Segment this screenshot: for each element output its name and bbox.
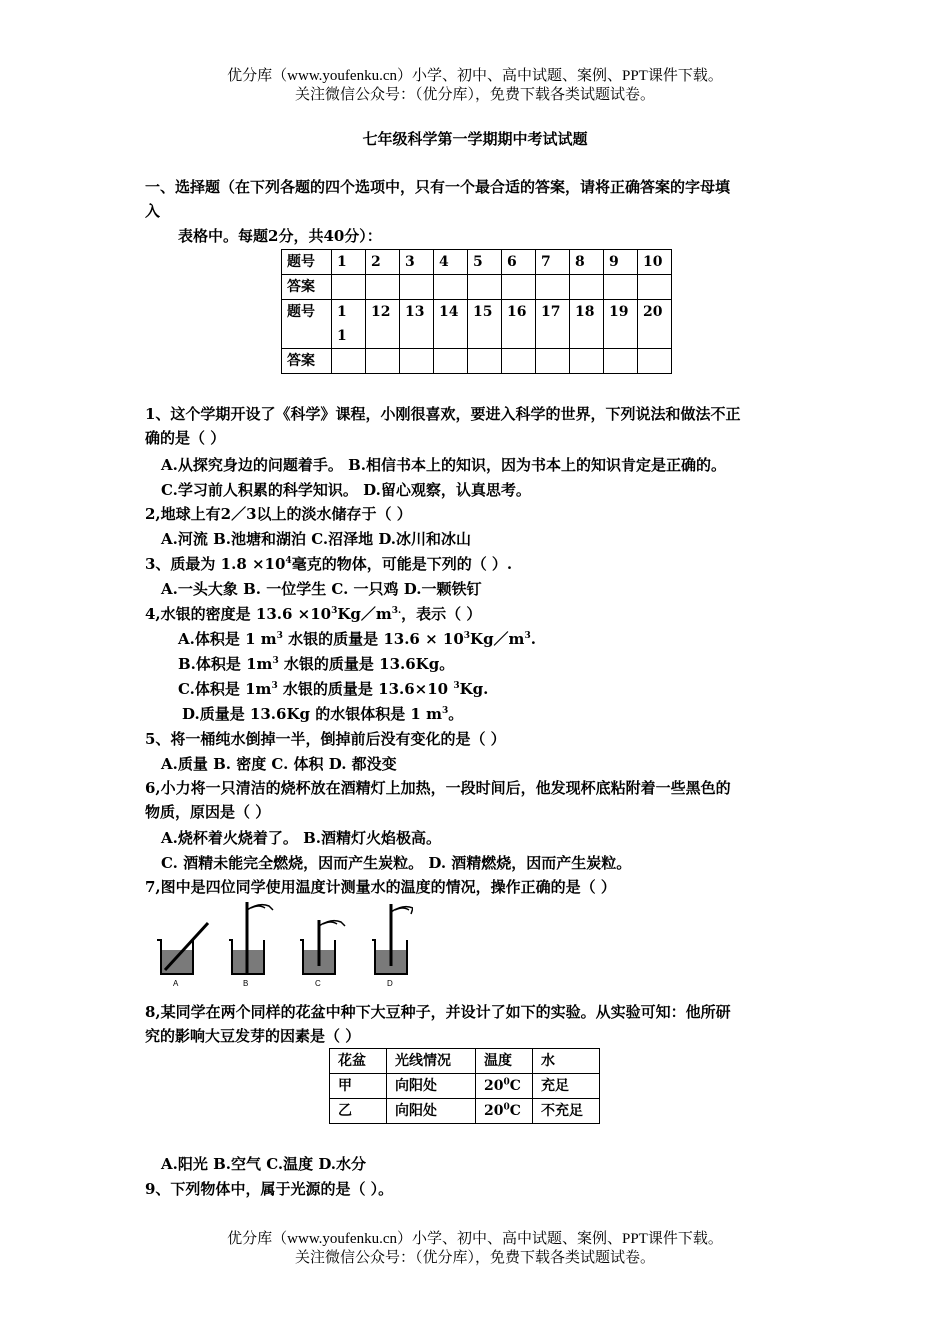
figure-label-b: B [243,979,249,988]
answer-table [281,249,672,374]
table-cell: 10 [638,250,672,275]
answer-cell[interactable] [638,349,672,374]
page-title: 七年级科学第一学期期中考试试题 [362,130,588,148]
answer-cell[interactable] [570,349,604,374]
question-1-cont: 确的是（ ） [145,429,226,447]
table-cell: 乙 [330,1099,387,1124]
question-6-options-2: C. 酒精未能完全燃烧，因而产生炭粒。 D. 酒精燃烧，因而产生炭粒。 [161,854,632,872]
table-cell: 20 [638,300,672,349]
question-1-options-1: A.从探究身边的问题着手。 B.相信书本上的知识，因为书本上的知识肯定是正确的。 [161,456,726,474]
question-5-options: A.质量 B. 密度 C. 体积 D. 都没变 [161,755,397,773]
table-header: 温度 [476,1049,533,1074]
question-7: 7,图中是四位同学使用温度计测量水的温度的情况，操作正确的是（ ） [145,878,616,896]
cell-digit: 1 [337,304,347,320]
answer-cell[interactable] [434,275,468,300]
answer-cell[interactable] [638,275,672,300]
table-cell: 4 [434,250,468,275]
question-4-option-a: A.体积是 1 $m^3$ 水银的质量是 $13.6 \times 10^3Kg/m^3$. [178,630,536,648]
row-label-question: 题号 [282,300,332,349]
page-footer-line2: 关注微信公众号：（优分库），免费下载各类试题试卷。 [294,1250,655,1266]
hand-c-icon [319,921,345,926]
answer-cell[interactable] [604,349,638,374]
figure-label-c: C [315,979,321,988]
cell-digit: 1 [337,328,347,344]
table-row [282,275,672,300]
table-row [282,300,672,349]
table-header: 水 [533,1049,600,1074]
table-header: 光线情况 [387,1049,476,1074]
table-cell: 8 [570,250,604,275]
answer-cell[interactable] [502,349,536,374]
table-row [330,1074,600,1099]
table-cell: 不充足 [533,1099,600,1124]
table-row [282,349,672,374]
question-6: 6,小力将一只清洁的烧杯放在酒精灯上加热，一段时间后，他发现杯底粘附着一些黑色的 [145,779,731,797]
answer-cell[interactable] [468,349,502,374]
experiment-table [329,1048,600,1124]
beaker-d [372,904,413,974]
question-1: 1、这个学期开设了《科学》课程，小刚很喜欢，要进入科学的世界，下列说法和做法不正 [145,405,741,423]
table-cell: 15 [468,300,502,349]
page-header-line1: 优分库（www.youfenku.cn）小学、初中、高中试题、案例、PPT课件下载。 [227,68,723,84]
question-8-cont: 究的影响大豆发芽的因素是（ ） [145,1027,361,1045]
table-cell: 2 [366,250,400,275]
beaker-a [157,923,208,974]
page-header-line2: 关注微信公众号：（优分库），免费下载各类试题试卷。 [294,87,655,103]
table-cell: $20^0C$ [476,1099,533,1124]
table-cell: 1 [332,250,366,275]
table-cell: 甲 [330,1074,387,1099]
row-label-question: 题号 [282,250,332,275]
answer-cell[interactable] [536,349,570,374]
section-intro-2: 表格中。每题2分，共40分）： [178,227,382,245]
hand-d-icon [391,907,413,914]
answer-cell[interactable] [332,349,366,374]
question-5: 5、将一桶纯水倒掉一半，倒掉前后没有变化的是（ ） [145,730,506,748]
section-intro: 一、选择题（在下列各题的四个选项中，只有一个最合适的答案，请将正确答案的字母填 [145,178,731,196]
table-cell: 16 [502,300,536,349]
question-4-option-b: B.体积是 $1m^3$ 水银的质量是 13.6Kg。 [178,655,455,673]
table-cell: 19 [604,300,638,349]
beaker-c [300,920,345,974]
figure-label-a: A [173,979,179,988]
table-cell: 充足 [533,1074,600,1099]
answer-cell[interactable] [570,275,604,300]
answer-cell[interactable] [604,275,638,300]
answer-cell[interactable] [400,275,434,300]
answer-cell[interactable] [468,275,502,300]
row-label-answer: 答案 [282,275,332,300]
answer-cell[interactable] [400,349,434,374]
table-cell: 17 [536,300,570,349]
question-4: 4,水银的密度是 $13.6 \times 10^3Kg/m^{3.}$，表示（ ） [145,605,482,623]
answer-cell[interactable] [332,275,366,300]
table-cell: 7 [536,250,570,275]
table-cell: 12 [366,300,400,349]
question-8: 8,某同学在两个同样的花盆中种下大豆种子，并设计了如下的实验。从实验可知：他所研 [145,1003,731,1021]
table-cell: 14 [434,300,468,349]
section-intro-cont: 入 [145,202,161,220]
answer-cell[interactable] [366,275,400,300]
question-2: 2,地球上有2／3以上的淡水储存于（ ） [145,505,412,523]
table-header: 花盆 [330,1049,387,1074]
thermometer-figure [153,898,413,988]
table-cell: $20^0C$ [476,1074,533,1099]
question-8-options: A.阳光 B.空气 C.温度 D.水分 [161,1155,367,1173]
beaker-b [229,902,273,974]
question-3: 3、质最为 $1.8 \times 10^4$毫克的物体，可能是下列的（ ）. [145,555,513,573]
answer-cell[interactable] [502,275,536,300]
question-9: 9、下列物体中，属于光源的是（ ）。 [145,1180,394,1198]
table-cell: 6 [502,250,536,275]
table-row [282,250,672,275]
question-4-option-c: C.体积是 $1m^3$ 水银的质量是 13.6×10 $^3$Kg. [178,680,489,698]
question-3-options: A.一头大象 B. 一位学生 C. 一只鸡 D.一颗铁钉 [161,580,482,598]
table-cell: 9 [604,250,638,275]
table-row [330,1099,600,1124]
question-6-options-1: A.烧杯着火烧着了。 B.酒精灯火焰极高。 [161,829,441,847]
question-2-options: A.河流 B.池塘和湖泊 C.沼泽地 D.冰川和冰山 [161,530,472,548]
answer-cell[interactable] [536,275,570,300]
question-4-option-d: D.质量是 13.6Kg 的水银体积是 1 $m^3$。 [182,705,464,723]
table-row [330,1049,600,1074]
question-1-options-2: C.学习前人积累的科学知识。 D.留心观察，认真思考。 [161,481,531,499]
hand-b-icon [247,905,273,910]
table-cell: 13 [400,300,434,349]
table-cell: 向阳处 [387,1074,476,1099]
table-cell: 向阳处 [387,1099,476,1124]
figure-label-d: D [387,979,393,988]
table-cell: 5 [468,250,502,275]
row-label-answer: 答案 [282,349,332,374]
answer-cell[interactable] [366,349,400,374]
table-cell [332,300,366,349]
answer-cell[interactable] [434,349,468,374]
question-6-cont: 物质，原因是（ ） [145,803,271,821]
table-cell: 18 [570,300,604,349]
table-cell: 3 [400,250,434,275]
page-footer-line1: 优分库（www.youfenku.cn）小学、初中、高中试题、案例、PPT课件下载。 [227,1231,723,1247]
